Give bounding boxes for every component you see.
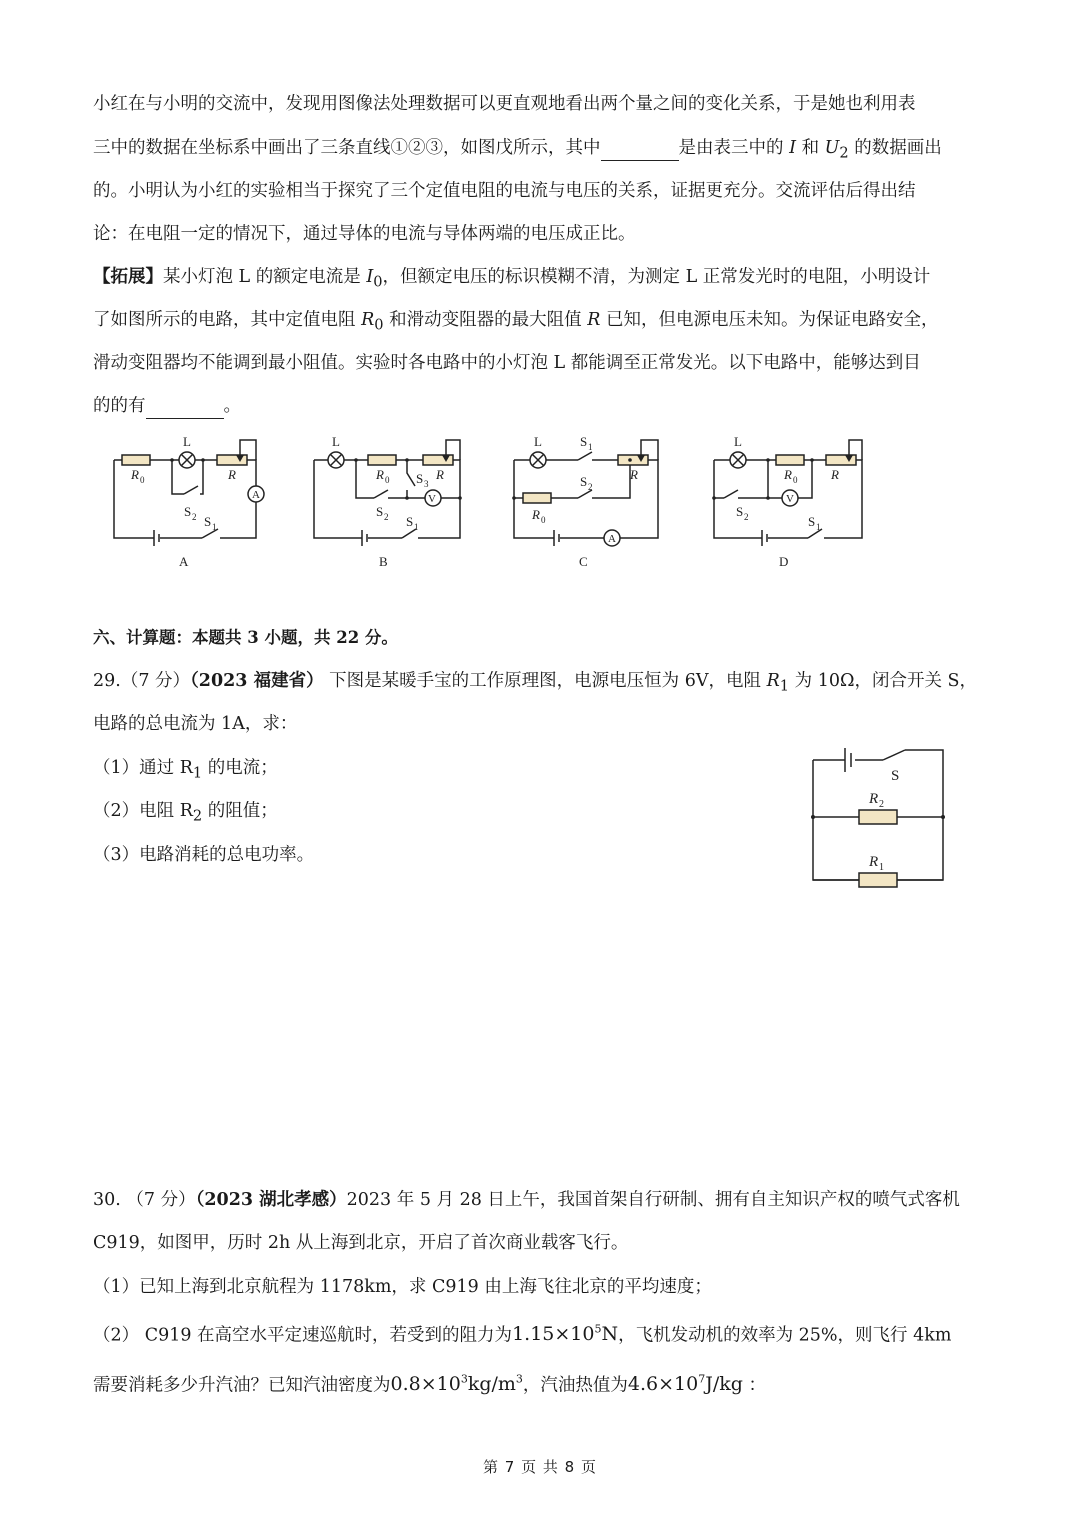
extension-line: 滑动变阻器均不能调到最小阻值。实验时各电路中的小灯泡 L 都能调至正常发光。以下电路中，能够达到目 — [93, 353, 921, 373]
question-29-sub1: （1）通过 $R_1$ 的电流； — [93, 758, 278, 782]
label-R0: R — [784, 467, 792, 482]
label-R: R — [436, 467, 444, 482]
svg-text:0: 0 — [793, 475, 798, 485]
svg-text:2: 2 — [192, 512, 197, 522]
circuit-diagrams-detailed — [100, 428, 880, 578]
svg-text:1: 1 — [588, 442, 593, 452]
label-L: L — [183, 434, 191, 449]
label-S1: S — [204, 514, 212, 529]
label-R0: R — [376, 467, 384, 482]
question-29-line: 电路的总电流为 1A，求： — [93, 714, 298, 734]
answer-blank[interactable] — [601, 136, 679, 161]
svg-text:1: 1 — [816, 522, 821, 532]
r1-label: R — [869, 854, 879, 870]
label-S1: S — [808, 514, 816, 529]
question-30-sub2-cont: 需要消耗多少升汽油？已知汽油密度为$0.8\times 10^3kg/m^3$，汽油热值为$4.6\times 10^7J/kg$ ： — [93, 1373, 767, 1396]
label-S2: S — [580, 474, 588, 489]
hand-warmer-circuit — [805, 740, 955, 890]
label-R: R — [831, 467, 839, 482]
caption-a: A — [179, 554, 189, 569]
r2-label: R — [869, 791, 879, 807]
voltmeter-label: V — [428, 493, 436, 505]
question-29-line: 29.（7 分）（2023 福建省） 下图是某暖手宝的工作原理图，电源电压恒为 6V，电阻 $R_1$ 为 10Ω，闭合开关 S， — [93, 671, 978, 695]
label-S2: S — [376, 504, 384, 519]
svg-text:1: 1 — [212, 522, 217, 532]
caption-d: D — [779, 554, 789, 569]
label-S1: S — [406, 514, 414, 529]
extension-line: 的的有 。 — [93, 394, 241, 419]
label-R: R — [228, 467, 236, 482]
label-R: R — [630, 467, 638, 482]
question-29-sub3: （3）电路消耗的总电功率。 — [93, 845, 315, 865]
question-30-sub1: （1）已知上海到北京航程为 1178km，求 C919 由上海飞往北京的平均速度； — [93, 1277, 712, 1297]
label-R0: R — [131, 467, 139, 482]
paragraph-line: 论：在电阻一定的情况下，通过导体的电流与导体两端的电压成正比。 — [93, 224, 636, 244]
label-S2: S — [736, 504, 744, 519]
caption-b: B — [379, 554, 388, 569]
svg-text:2: 2 — [879, 799, 884, 810]
svg-text:0: 0 — [385, 475, 390, 485]
svg-text:3: 3 — [424, 479, 429, 489]
voltmeter-label: V — [786, 493, 794, 505]
label-S3: S — [416, 471, 424, 486]
label-S1: S — [580, 434, 588, 449]
svg-text:0: 0 — [541, 515, 546, 525]
label-L: L — [534, 434, 542, 449]
switch-label: S — [891, 768, 900, 784]
question-30-line: 30. （7 分）（2023 湖北孝感）2023 年 5 月 28 日上午，我国首架自行研制、拥有自主知识产权的喷气式客机 — [93, 1190, 960, 1210]
caption-c: C — [579, 554, 588, 569]
extension-line: 了如图所示的电路，其中定值电阻 $R_0$ 和滑动变阻器的最大阻值 R 已知，但电源电压未知。为保证电路安全， — [93, 310, 939, 334]
svg-text:1: 1 — [414, 522, 419, 532]
svg-text:2: 2 — [384, 512, 389, 522]
ammeter-label: A — [252, 489, 260, 501]
label-R0: R — [532, 507, 540, 522]
svg-text:0: 0 — [140, 475, 145, 485]
svg-text:2: 2 — [744, 512, 749, 522]
paragraph-line: 小红在与小明的交流中，发现用图像法处理数据可以更直观地看出两个量之间的变化关系，于是她也利用表 — [93, 94, 916, 114]
question-30-line: C919，如图甲，历时 2h 从上海到北京，开启了首次商业载客飞行。 — [93, 1233, 629, 1253]
paragraph-line: 的。小明认为小红的实验相当于探究了三个定值电阻的电流与电压的关系，证据更充分。交流评估后得出结 — [93, 181, 916, 201]
section-title: 六、计算题：本题共 3 小题，共 22 分。 — [93, 628, 398, 647]
answer-blank[interactable] — [146, 394, 224, 419]
question-29-sub2: （2）电阻 $R_2$ 的阻值； — [93, 801, 278, 825]
paragraph-line: 三中的数据在坐标系中画出了三条直线①②③，如图戊所示，其中 是由表三中的 I 和 $U_2$ 的数据画出 — [93, 138, 942, 162]
ammeter-label: A — [608, 533, 616, 545]
label-S2: S — [184, 504, 192, 519]
extension-line: 【拓展】某小灯泡 L 的额定电流是 $I_0$，但额定电压的标识模糊不清，为测定 L 正常发光时的电阻，小明设计 — [93, 267, 931, 291]
question-30-sub2: （2） C919 在高空水平定速巡航时，若受到的阻力为$1.15\times 10^5N$，飞机发动机的效率为 25%，则飞行 4km — [93, 1323, 952, 1346]
svg-text:2: 2 — [588, 482, 593, 492]
label-L: L — [734, 434, 742, 449]
page-footer: 第 7 页 共 8 页 — [483, 1458, 597, 1476]
svg-text:1: 1 — [879, 862, 884, 873]
label-L: L — [332, 434, 340, 449]
